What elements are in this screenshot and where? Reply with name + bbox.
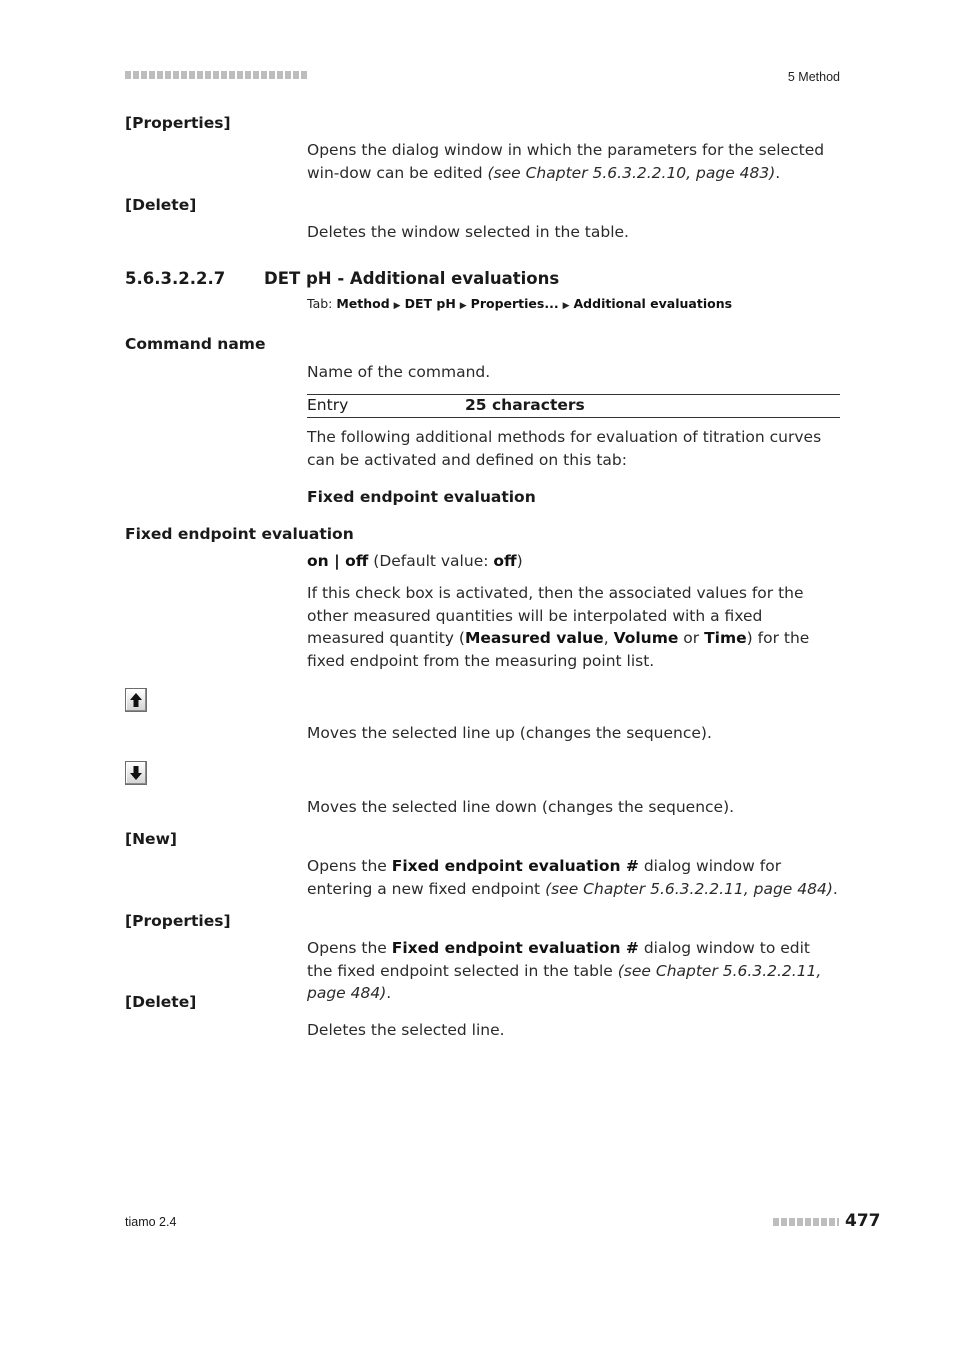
properties-term: [Properties] — [125, 114, 231, 132]
delete-term: [Delete] — [125, 196, 197, 214]
fixed-endpoint-description: If this check box is activated, then the associated values for the other measured quantities will be interpolated with a fixed measured quantity (Measured value, Volume or Time) for the fixed endpoint from the measuring point list. — [307, 584, 810, 670]
fixed-endpoint-options: on | off (Default value: off) — [307, 552, 523, 570]
arrow-up-icon — [129, 692, 143, 708]
path-separator-icon: ▶ — [562, 301, 570, 311]
additional-methods-text: The following additional methods for evaluation of titration curves can be activated and defined on this tab: — [307, 428, 822, 469]
new-term: [New] — [125, 830, 177, 848]
tab-path: Tab: Method ▶ DET pH ▶ Properties... ▶ Additional evaluations — [307, 296, 733, 311]
move-down-description: Moves the selected line down (changes the sequence). — [307, 798, 735, 816]
footer-decoration — [773, 1218, 839, 1226]
command-name-term: Command name — [125, 335, 266, 353]
command-name-description: Name of the command. — [307, 363, 491, 381]
arrow-down-icon — [129, 765, 143, 781]
properties-description: Opens the dialog window in which the parameters for the selected win-dow can be edited (see Chapter 5.6.3.2.2.10, page 483). — [307, 141, 825, 182]
fixed-endpoint-subheading: Fixed endpoint evaluation — [307, 488, 536, 506]
chapter-header: 5 Method — [787, 70, 840, 84]
entry-label: Entry — [307, 396, 349, 414]
section-title: DET pH - Additional evaluations — [264, 269, 560, 288]
path-separator-icon: ▶ — [393, 301, 401, 311]
section-number: 5.6.3.2.2.7 — [125, 269, 226, 288]
entry-table — [307, 394, 840, 418]
path-separator-icon: ▶ — [459, 301, 467, 311]
move-down-button[interactable] — [125, 761, 147, 785]
product-name: tiamo 2.4 — [125, 1215, 177, 1229]
header-decoration — [125, 71, 307, 79]
delete-description: Deletes the window selected in the table. — [307, 223, 629, 241]
new-description: Opens the Fixed endpoint evaluation # dialog window for entering a new fixed endpoint (see Chapter 5.6.3.2.2.11, page 484). — [307, 857, 838, 898]
properties2-description: Opens the Fixed endpoint evaluation # dialog window to edit the fixed endpoint selected in the table (see Chapter 5.6.3.2.2.11, page 484). — [307, 939, 822, 1002]
delete2-term: [Delete] — [125, 993, 197, 1011]
chapter-reference[interactable]: (see Chapter 5.6.3.2.2.11, page 484) — [545, 879, 833, 898]
delete2-description: Deletes the selected line. — [307, 1021, 505, 1039]
page-number: 477 — [845, 1211, 881, 1231]
chapter-reference[interactable]: (see Chapter 5.6.3.2.2.11, page 484) — [307, 961, 822, 1002]
fixed-endpoint-term: Fixed endpoint evaluation — [125, 525, 354, 543]
entry-value: 25 characters — [465, 396, 585, 414]
move-up-button[interactable] — [125, 688, 147, 712]
move-up-description: Moves the selected line up (changes the sequence). — [307, 724, 712, 742]
chapter-reference[interactable]: (see Chapter 5.6.3.2.2.10, page 483) — [487, 163, 776, 182]
properties2-term: [Properties] — [125, 912, 231, 930]
